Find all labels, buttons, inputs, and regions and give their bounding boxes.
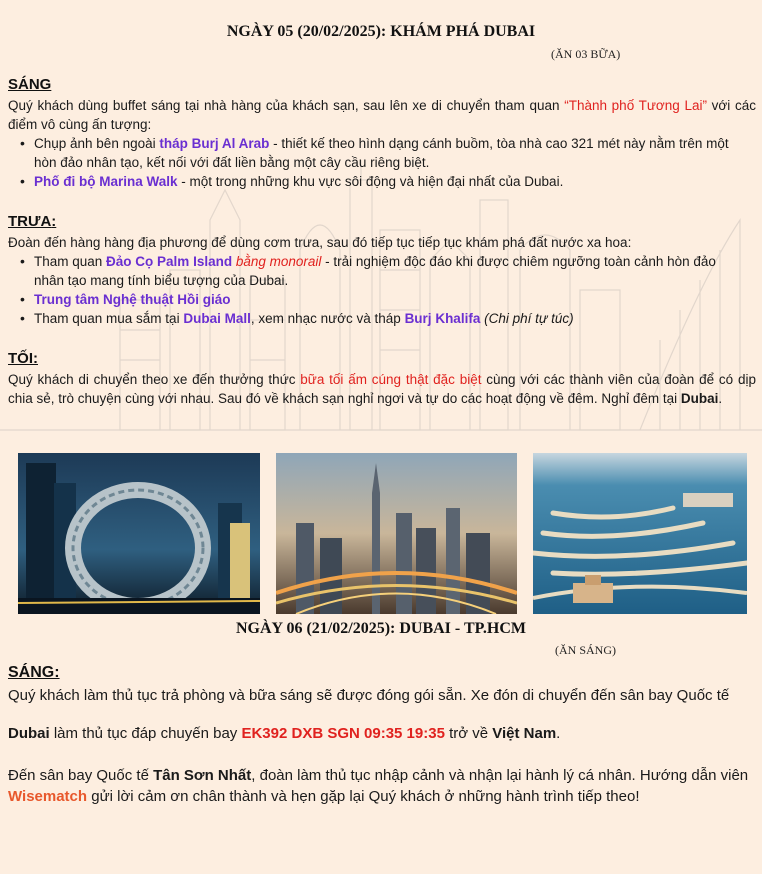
text: trở về: [444, 725, 493, 742]
day5-morning-list: [8, 134, 748, 191]
text: - một trong những khu vực sôi động và hiện đại nhất của Dubai.: [177, 174, 564, 189]
day5-evening-heading: TỐI:: [8, 350, 38, 367]
day5-title: NGÀY 05 (20/02/2025): KHÁM PHÁ DUBAI: [226, 23, 536, 40]
text: Tham quan: [34, 254, 107, 269]
text: Quý khách di chuyển theo xe đến thưởng thức: [8, 372, 301, 387]
list-item: [8, 252, 748, 290]
day5-evening-text: [8, 370, 756, 408]
text: - trải nghiệm độc đáo khi được chiêm ngưỡng toàn cảnh hòn đảo nhân tạo mang tính biểu tượng của Dubai.: [34, 254, 716, 288]
day6-morning-p1: Quý khách làm thủ tục trả phòng và bữa sáng sẽ được đóng gói sẵn. Xe đón di chuyển đến sân bay Quốc tế: [8, 687, 730, 704]
day5-morning-intro: [8, 96, 756, 134]
palm-island-link: Đảo Cọ Palm Island: [106, 254, 233, 269]
dubai-downtown-photo: [276, 453, 517, 614]
dubai-mall-link: Dubai Mall: [183, 311, 251, 326]
arrival-airport: Tân Sơn Nhất: [153, 767, 252, 784]
day6-title: NGÀY 06 (21/02/2025): DUBAI - TP.HCM: [235, 620, 527, 637]
overnight-place: Dubai: [680, 391, 719, 406]
list-item: [8, 309, 748, 328]
text: .: [718, 391, 723, 406]
museum-of-future-photo: [18, 453, 260, 614]
palm-island-photo: [533, 453, 747, 614]
day5-morning-heading: SÁNG: [8, 76, 52, 93]
burj-khalifa-link: Burj Khalifa: [404, 311, 481, 326]
list-item: [8, 134, 748, 172]
text: .: [556, 725, 561, 742]
marina-walk-link: Phố đi bộ Marina Walk: [34, 174, 178, 189]
text: :: [51, 213, 57, 230]
text: Quý khách dùng buffet sáng tại nhà hàng của khách sạn, sau lên xe di chuyển tham quan: [8, 98, 565, 113]
day6-morning-p2: [8, 723, 756, 744]
list-item: [8, 290, 748, 309]
self-paid-note: (Chi phí tự túc): [480, 311, 574, 326]
day5-noon-heading: [8, 213, 56, 230]
list-item: [8, 172, 748, 191]
day5-noon-intro: Đoàn đến hàng hàng địa phương để dùng cơm trưa, sau đó tiếp tục tiếp tục khám phá đất nước xa hoa:: [8, 235, 632, 250]
text: , đoàn làm thủ tục nhập cảnh và nhận lại hành lý cá nhân. Hướng dẫn viên: [251, 767, 749, 784]
day5-noon-list: [8, 252, 748, 328]
text: làm thủ tục đáp chuyến bay: [49, 725, 242, 742]
islamic-art-center-link: Trung tâm Nghệ thuật Hồi giáo: [34, 292, 231, 307]
departure-city: Dubai: [8, 725, 50, 742]
text: Đến sân bay Quốc tế: [8, 767, 154, 784]
text: gửi lời cảm ơn chân thành và hẹn gặp lại Quý khách ở những hành trình tiếp theo!: [87, 788, 640, 805]
day6-morning-p3: [8, 765, 756, 807]
text: Tham quan mua sắm tại: [34, 311, 184, 326]
text: , xem nhạc nước và tháp: [250, 311, 405, 326]
future-city-highlight: “Thành phố Tương Lai”: [564, 98, 707, 113]
flight-info: EK392 DXB SGN 09:35 19:35: [241, 725, 445, 742]
text: cùng với các thành viên của đoàn để có dịp chia sẻ, trò chuyện cùng với nhau. Sau đó về khách sạn nghỉ ngơi và tự do các hoạt động về đêm. Nghỉ đêm tại: [8, 372, 756, 406]
text: với các điểm vô cùng ấn tượng:: [8, 98, 756, 132]
text: Chụp ảnh bên ngoài: [34, 136, 160, 151]
day5-section: [0, 0, 762, 436]
monorail-note: bằng monorail: [232, 254, 322, 269]
text: - thiết kế theo hình dạng cánh buồm, tòa nhà cao 321 mét này nằm trên một hòn đảo nhân tạo, kết nối với đất liền bằng một cây cầu riêng biệt.: [34, 136, 729, 170]
text: TRƯA: [8, 213, 52, 230]
day5-meals: (ĂN 03 BỮA): [551, 47, 621, 61]
special-dinner-highlight: bữa tối ấm cúng thật đặc biệt: [300, 372, 482, 387]
day6-meals: (ĂN SÁNG): [555, 643, 616, 657]
burj-al-arab-link: tháp Burj Al Arab: [159, 136, 270, 151]
destination-country: Việt Nam: [492, 725, 557, 742]
day6-morning-heading: SÁNG:: [8, 664, 60, 681]
brand-name: Wisematch: [8, 788, 88, 805]
